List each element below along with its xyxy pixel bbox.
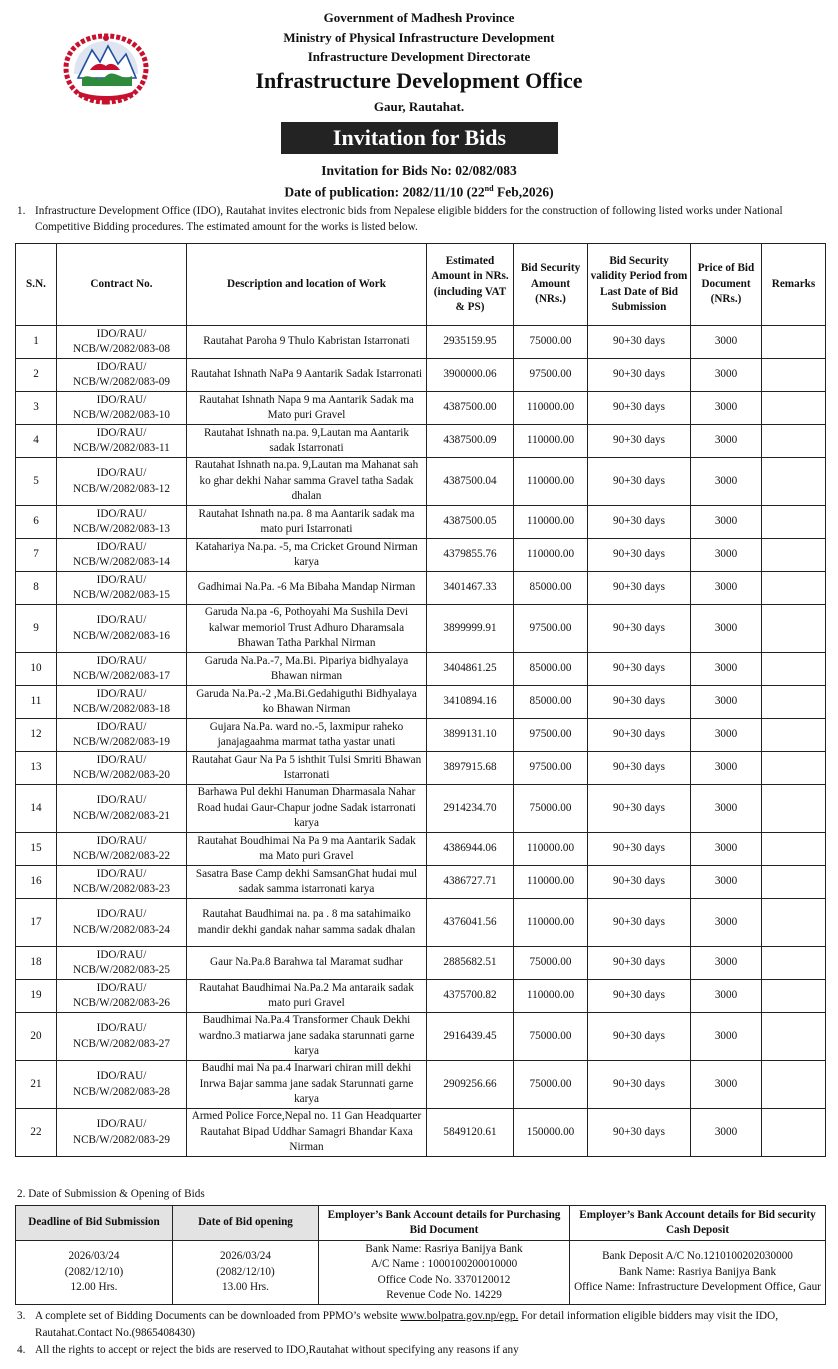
validity-cell: 90+30 days	[588, 1013, 691, 1061]
deadline-header: Deadline of Bid Submission	[16, 1206, 173, 1241]
amount-cell: 4387500.04	[427, 458, 514, 506]
amount-cell: 4387500.00	[427, 392, 514, 425]
amount-cell: 4386944.06	[427, 833, 514, 866]
remarks-cell	[762, 899, 826, 947]
sn-cell: 8	[16, 572, 57, 605]
description-cell: Rautahat Ishnath NaPa 9 Aantarik Sadak Istarronati	[187, 359, 427, 392]
col-estimated: Estimated Amount in NRs. (including VAT & PS)	[427, 244, 514, 326]
description-cell: Rautahat Boudhimai Na Pa 9 ma Aantarik Sadak ma Mato puri Gravel	[187, 833, 427, 866]
sn-cell: 17	[16, 899, 57, 947]
description-cell: Rautahat Baudhimai na. pa . 8 ma satahimaiko mandir dekhi gandak nahar samma sadak dhalan	[187, 899, 427, 947]
col-sn: S.N.	[16, 244, 57, 326]
security-cell: 110000.00	[514, 539, 588, 572]
col-description: Description and location of Work	[187, 244, 427, 326]
contract-cell: IDO/RAU/ NCB/W/2082/083-19	[57, 719, 187, 752]
remarks-cell	[762, 392, 826, 425]
contract-cell: IDO/RAU/ NCB/W/2082/083-29	[57, 1109, 187, 1157]
amount-cell: 4387500.09	[427, 425, 514, 458]
sn-cell: 16	[16, 866, 57, 899]
remarks-cell	[762, 866, 826, 899]
price-cell: 3000	[691, 392, 762, 425]
note-3: 3. A complete set of Bidding Documents can be downloaded from PPMO’s website www.bolpatra.gov.np/egp. For detail information eligible bidders may visit the IDO, Rautahat.Contact No.(9865408430)	[17, 1310, 779, 1339]
table-row	[16, 392, 826, 425]
remarks-cell	[762, 326, 826, 359]
security-cell: 110000.00	[514, 458, 588, 506]
description-cell: Rautahat Paroha 9 Thulo Kabristan Istarronati	[187, 326, 427, 359]
table-row	[16, 752, 826, 785]
security-cell: 97500.00	[514, 605, 588, 653]
table-row	[16, 947, 826, 980]
price-cell: 3000	[691, 1061, 762, 1109]
price-cell: 3000	[691, 458, 762, 506]
remarks-cell	[762, 785, 826, 833]
table-row	[16, 1109, 826, 1157]
remarks-cell	[762, 572, 826, 605]
amount-cell: 5849120.61	[427, 1109, 514, 1157]
description-cell: Garuda Na.pa -6, Pothoyahi Ma Sushila Devi kalwar memoriol Trust Adhuro Dharamsala Bhawan Tatha Parkhal Nirman	[187, 605, 427, 653]
contract-cell: IDO/RAU/ NCB/W/2082/083-15	[57, 572, 187, 605]
amount-cell: 3404861.25	[427, 653, 514, 686]
contract-cell: IDO/RAU/ NCB/W/2082/083-22	[57, 833, 187, 866]
sn-cell: 13	[16, 752, 57, 785]
validity-cell: 90+30 days	[588, 605, 691, 653]
price-cell: 3000	[691, 833, 762, 866]
amount-cell: 4379855.76	[427, 539, 514, 572]
security-cell: 97500.00	[514, 359, 588, 392]
validity-cell: 90+30 days	[588, 785, 691, 833]
table-row	[16, 458, 826, 506]
validity-cell: 90+30 days	[588, 572, 691, 605]
price-cell: 3000	[691, 653, 762, 686]
remarks-cell	[762, 719, 826, 752]
contract-cell: IDO/RAU/ NCB/W/2082/083-11	[57, 425, 187, 458]
table-header-row	[16, 244, 826, 326]
security-account-cell: Bank Deposit A/C No.1210100202030000 Bank Name: Rasriya Banijya Bank Office Name: Infrastructure Development Office, Gaur	[570, 1241, 826, 1305]
security-account-header: Employer’s Bank Account details for Bid security Cash Deposit	[570, 1206, 826, 1241]
table-row	[16, 866, 826, 899]
sn-cell: 15	[16, 833, 57, 866]
validity-cell: 90+30 days	[588, 506, 691, 539]
sn-cell: 6	[16, 506, 57, 539]
table-row	[16, 359, 826, 392]
remarks-cell	[762, 752, 826, 785]
sn-cell: 1	[16, 326, 57, 359]
contract-cell: IDO/RAU/ NCB/W/2082/083-28	[57, 1061, 187, 1109]
validity-cell: 90+30 days	[588, 1061, 691, 1109]
contract-cell: IDO/RAU/ NCB/W/2082/083-08	[57, 326, 187, 359]
remarks-cell	[762, 1061, 826, 1109]
description-cell: Gujara Na.Pa. ward no.-5, laxmipur raheko janajagaahma marmat tatha yastar unati	[187, 719, 427, 752]
remarks-cell	[762, 425, 826, 458]
validity-cell: 90+30 days	[588, 719, 691, 752]
sn-cell: 3	[16, 392, 57, 425]
remarks-cell	[762, 1013, 826, 1061]
amount-cell: 3899131.10	[427, 719, 514, 752]
submission-table	[15, 1205, 826, 1305]
security-cell: 85000.00	[514, 572, 588, 605]
contract-cell: IDO/RAU/ NCB/W/2082/083-10	[57, 392, 187, 425]
purchase-account-header: Employer’s Bank Account details for Purchasing Bid Document	[319, 1206, 570, 1241]
description-cell: Rautahat Ishnath na.pa. 9,Lautan ma Aantarik sadak Istarronati	[187, 425, 427, 458]
intro-number: 1.	[17, 205, 26, 217]
contract-cell: IDO/RAU/ NCB/W/2082/083-21	[57, 785, 187, 833]
opening-cell: 2026/03/24 (2082/12/10) 13.00 Hrs.	[173, 1241, 319, 1305]
sn-cell: 14	[16, 785, 57, 833]
table-row	[16, 653, 826, 686]
validity-cell: 90+30 days	[588, 425, 691, 458]
price-cell: 3000	[691, 980, 762, 1013]
sn-cell: 20	[16, 1013, 57, 1061]
security-cell: 150000.00	[514, 1109, 588, 1157]
sn-cell: 22	[16, 1109, 57, 1157]
description-cell: Rautahat Ishnath Napa 9 ma Aantarik Sadak ma Mato puri Gravel	[187, 392, 427, 425]
contract-cell: IDO/RAU/ NCB/W/2082/083-27	[57, 1013, 187, 1061]
security-cell: 110000.00	[514, 392, 588, 425]
table-row	[16, 899, 826, 947]
security-cell: 97500.00	[514, 752, 588, 785]
amount-cell: 2909256.66	[427, 1061, 514, 1109]
description-cell: Gadhimai Na.Pa. -6 Ma Bibaha Mandap Nirman	[187, 572, 427, 605]
price-cell: 3000	[691, 719, 762, 752]
price-cell: 3000	[691, 326, 762, 359]
contract-cell: IDO/RAU/ NCB/W/2082/083-16	[57, 605, 187, 653]
office-name: Infrastructure Development Office	[255, 67, 583, 93]
col-remarks: Remarks	[762, 244, 826, 326]
col-contract: Contract No.	[57, 244, 187, 326]
opening-header: Date of Bid opening	[173, 1206, 319, 1241]
sn-cell: 19	[16, 980, 57, 1013]
submission-header-row	[16, 1206, 826, 1241]
directorate-name: Infrastructure Development Directorate	[307, 49, 531, 64]
note-4: 4. All the rights to accept or reject the bids are reserved to IDO,Rautahat without specifying any reasons if any	[17, 1344, 519, 1356]
nepal-emblem-icon	[60, 28, 152, 106]
description-cell: Armed Police Force,Nepal no. 11 Gan Headquarter Rautahat Bipad Uddhar Samagri Bhandar Kaxa Nirman	[187, 1109, 427, 1157]
remarks-cell	[762, 686, 826, 719]
table-row	[16, 605, 826, 653]
validity-cell: 90+30 days	[588, 653, 691, 686]
contract-cell: IDO/RAU/ NCB/W/2082/083-09	[57, 359, 187, 392]
contract-cell: IDO/RAU/ NCB/W/2082/083-14	[57, 539, 187, 572]
description-cell: Garuda Na.Pa.-7, Ma.Bi. Pipariya bidhyalaya Bhawan nirman	[187, 653, 427, 686]
amount-cell: 3401467.33	[427, 572, 514, 605]
security-cell: 110000.00	[514, 866, 588, 899]
security-cell: 85000.00	[514, 653, 588, 686]
description-cell: Rautahat Baudhimai Na.Pa.2 Ma antaraik sadak mato puri Gravel	[187, 980, 427, 1013]
amount-cell: 3410894.16	[427, 686, 514, 719]
amount-cell: 4376041.56	[427, 899, 514, 947]
price-cell: 3000	[691, 539, 762, 572]
description-cell: Gaur Na.Pa.8 Barahwa tal Maramat sudhar	[187, 947, 427, 980]
description-cell: Barhawa Pul dekhi Hanuman Dharmasala Nahar Road hudai Gaur-Chapur jodne Sadak istarronati karya	[187, 785, 427, 833]
remarks-cell	[762, 980, 826, 1013]
table-row	[16, 785, 826, 833]
office-location: Gaur, Rautahat.	[373, 98, 465, 114]
works-table	[15, 243, 826, 1157]
amount-cell: 3899999.91	[427, 605, 514, 653]
table-row	[16, 1061, 826, 1109]
price-cell: 3000	[691, 359, 762, 392]
validity-cell: 90+30 days	[588, 686, 691, 719]
remarks-cell	[762, 947, 826, 980]
validity-cell: 90+30 days	[588, 947, 691, 980]
description-cell: Rautahat Ishnath na.pa. 8 ma Aantarik sadak ma mato puri Istarronati	[187, 506, 427, 539]
security-cell: 75000.00	[514, 326, 588, 359]
validity-cell: 90+30 days	[588, 359, 691, 392]
price-cell: 3000	[691, 785, 762, 833]
security-cell: 110000.00	[514, 980, 588, 1013]
price-cell: 3000	[691, 899, 762, 947]
sn-cell: 2	[16, 359, 57, 392]
table-row	[16, 980, 826, 1013]
remarks-cell	[762, 458, 826, 506]
intro-text: Infrastructure Development Office (IDO), Rautahat invites electronic bids from Nepalese eligible bidders for the construction of following listed works under National Competitive Bidding procedures. The estimated amount for the works is listed below.	[35, 205, 783, 233]
amount-cell: 4375700.82	[427, 980, 514, 1013]
invitation-banner: Invitation for Bids	[281, 122, 558, 154]
intro-paragraph	[17, 203, 827, 235]
col-validity: Bid Security validity Period from Last Date of Bid Submission	[588, 244, 691, 326]
table-row	[16, 506, 826, 539]
remarks-cell	[762, 833, 826, 866]
amount-cell: 3900000.06	[427, 359, 514, 392]
validity-cell: 90+30 days	[588, 539, 691, 572]
remarks-cell	[762, 539, 826, 572]
amount-cell: 2914234.70	[427, 785, 514, 833]
col-security: Bid Security Amount (NRs.)	[514, 244, 588, 326]
price-cell: 3000	[691, 947, 762, 980]
ppmo-link[interactable]: www.bolpatra.gov.np/egp.	[400, 1310, 519, 1322]
table-row	[16, 572, 826, 605]
table-row	[16, 326, 826, 359]
contract-cell: IDO/RAU/ NCB/W/2082/083-12	[57, 458, 187, 506]
remarks-cell	[762, 653, 826, 686]
purchase-account-cell: Bank Name: Rasriya Banijya Bank A/C Name : 1000100200010000 Office Code No. 3370120012 Revenue Code No. 14229	[319, 1241, 570, 1305]
price-cell: 3000	[691, 605, 762, 653]
sn-cell: 10	[16, 653, 57, 686]
amount-cell: 3897915.68	[427, 752, 514, 785]
sn-cell: 11	[16, 686, 57, 719]
table-row	[16, 1013, 826, 1061]
remarks-cell	[762, 605, 826, 653]
contract-cell: IDO/RAU/ NCB/W/2082/083-20	[57, 752, 187, 785]
bid-number: Invitation for Bids No: 02/082/083	[321, 163, 517, 178]
price-cell: 3000	[691, 866, 762, 899]
contract-cell: IDO/RAU/ NCB/W/2082/083-18	[57, 686, 187, 719]
amount-cell: 4386727.71	[427, 866, 514, 899]
publication-date: Date of publication: 2082/11/10 (22nd Feb,2026)	[284, 184, 554, 200]
description-cell: Katahariya Na.pa. -5, ma Cricket Ground Nirman karya	[187, 539, 427, 572]
security-cell: 75000.00	[514, 1013, 588, 1061]
government-name: Government of Madhesh Province	[323, 10, 515, 25]
sn-cell: 7	[16, 539, 57, 572]
price-cell: 3000	[691, 1013, 762, 1061]
security-cell: 75000.00	[514, 785, 588, 833]
validity-cell: 90+30 days	[588, 980, 691, 1013]
submission-data-row	[16, 1241, 826, 1305]
security-cell: 97500.00	[514, 719, 588, 752]
contract-cell: IDO/RAU/ NCB/W/2082/083-13	[57, 506, 187, 539]
contract-cell: IDO/RAU/ NCB/W/2082/083-26	[57, 980, 187, 1013]
security-cell: 110000.00	[514, 833, 588, 866]
table-row	[16, 425, 826, 458]
amount-cell: 2935159.95	[427, 326, 514, 359]
security-cell: 75000.00	[514, 947, 588, 980]
price-cell: 3000	[691, 425, 762, 458]
sn-cell: 21	[16, 1061, 57, 1109]
description-cell: Rautahat Ishnath na.pa. 9,Lautan ma Mahanat sah ko ghar dekhi Nahar samma Gravel tatha Sadak dhalan	[187, 458, 427, 506]
sn-cell: 12	[16, 719, 57, 752]
table-row	[16, 686, 826, 719]
deadline-cell: 2026/03/24 (2082/12/10) 12.00 Hrs.	[16, 1241, 173, 1305]
contract-cell: IDO/RAU/ NCB/W/2082/083-17	[57, 653, 187, 686]
validity-cell: 90+30 days	[588, 326, 691, 359]
col-price: Price of Bid Document (NRs.)	[691, 244, 762, 326]
amount-cell: 2885682.51	[427, 947, 514, 980]
amount-cell: 4387500.05	[427, 506, 514, 539]
description-cell: Baudhimai Na.Pa.4 Transformer Chauk Dekhi wardno.3 matiarwa jane sadaka starunnati garne karya	[187, 1013, 427, 1061]
security-cell: 110000.00	[514, 506, 588, 539]
price-cell: 3000	[691, 752, 762, 785]
table-row	[16, 833, 826, 866]
price-cell: 3000	[691, 686, 762, 719]
table-row	[16, 719, 826, 752]
description-cell: Rautahat Gaur Na Pa 5 ishthit Tulsi Smriti Bhawan Istarronati	[187, 752, 427, 785]
validity-cell: 90+30 days	[588, 833, 691, 866]
validity-cell: 90+30 days	[588, 866, 691, 899]
table-row	[16, 539, 826, 572]
section2-label: 2. Date of Submission & Opening of Bids	[17, 1188, 205, 1200]
sn-cell: 18	[16, 947, 57, 980]
contract-cell: IDO/RAU/ NCB/W/2082/083-25	[57, 947, 187, 980]
validity-cell: 90+30 days	[588, 752, 691, 785]
remarks-cell	[762, 359, 826, 392]
validity-cell: 90+30 days	[588, 458, 691, 506]
price-cell: 3000	[691, 1109, 762, 1157]
security-cell: 110000.00	[514, 899, 588, 947]
sn-cell: 5	[16, 458, 57, 506]
ministry-name: Ministry of Physical Infrastructure Development	[283, 29, 555, 45]
validity-cell: 90+30 days	[588, 1109, 691, 1157]
price-cell: 3000	[691, 572, 762, 605]
description-cell: Garuda Na.Pa.-2 ,Ma.Bi.Gedahiguthi Bidhyalaya ko Bhawan Nirman	[187, 686, 427, 719]
remarks-cell	[762, 1109, 826, 1157]
security-cell: 75000.00	[514, 1061, 588, 1109]
remarks-cell	[762, 506, 826, 539]
bid-info	[0, 162, 838, 202]
validity-cell: 90+30 days	[588, 899, 691, 947]
contract-cell: IDO/RAU/ NCB/W/2082/083-23	[57, 866, 187, 899]
notes	[17, 1308, 827, 1359]
security-cell: 85000.00	[514, 686, 588, 719]
contract-cell: IDO/RAU/ NCB/W/2082/083-24	[57, 899, 187, 947]
price-cell: 3000	[691, 506, 762, 539]
description-cell: Baudhi mai Na pa.4 Inarwari chiran mill dekhi Inrwa Bajar samma jane sadak Starunnati garne karya	[187, 1061, 427, 1109]
validity-cell: 90+30 days	[588, 392, 691, 425]
description-cell: Sasatra Base Camp dekhi SamsanGhat hudai mul sadak samma istarronati karya	[187, 866, 427, 899]
amount-cell: 2916439.45	[427, 1013, 514, 1061]
security-cell: 110000.00	[514, 425, 588, 458]
sn-cell: 9	[16, 605, 57, 653]
sn-cell: 4	[16, 425, 57, 458]
